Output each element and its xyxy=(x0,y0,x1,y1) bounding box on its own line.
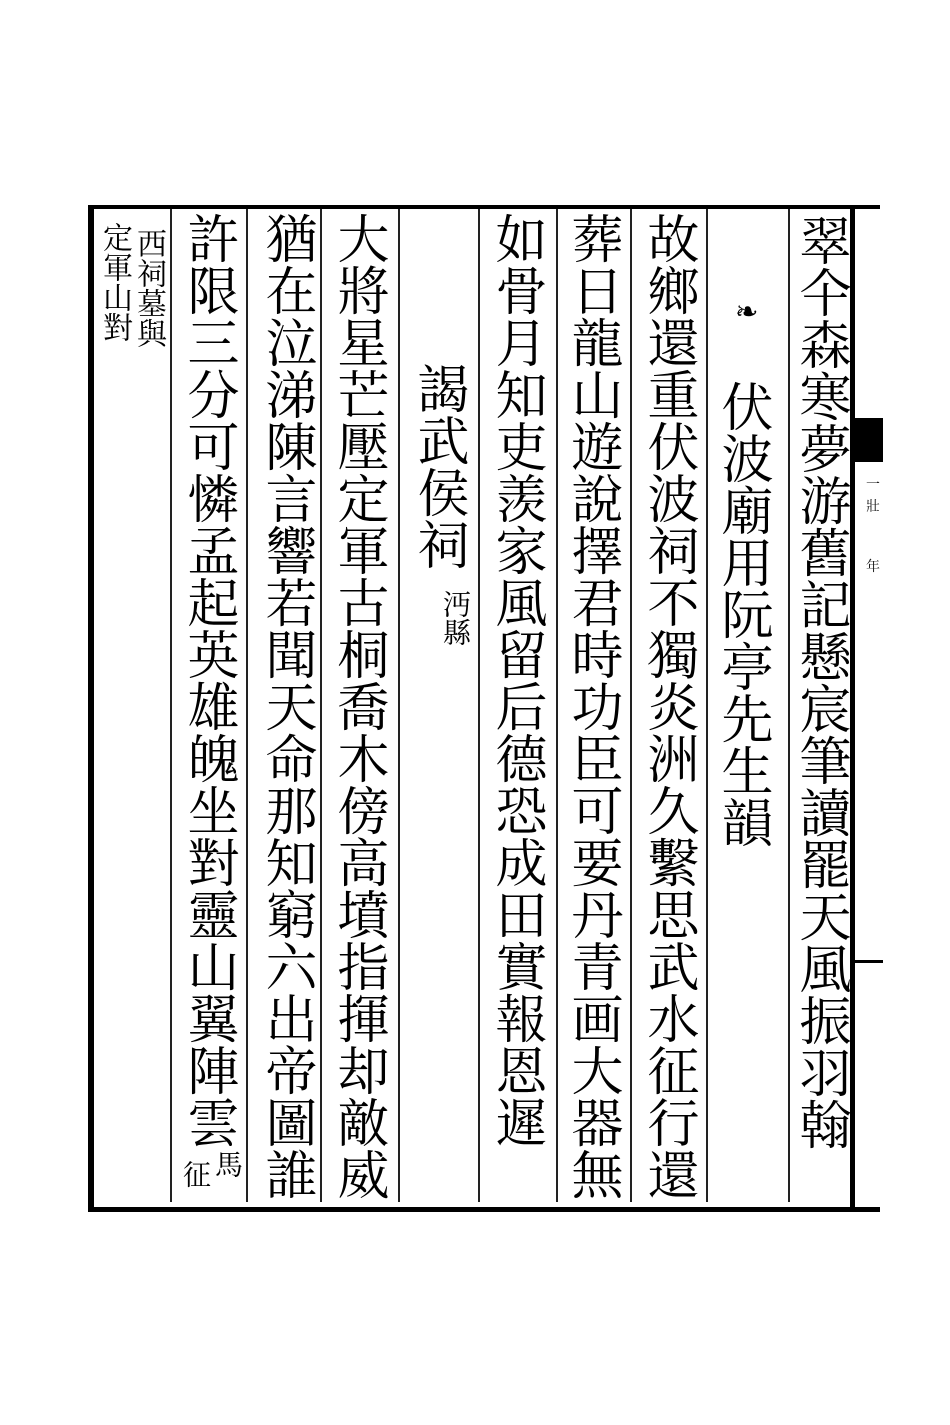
text-column-3: 故鄉還重伏波祠不獨炎洲久繫思武水征行還 xyxy=(638,212,698,1200)
note-column-left: 定軍山對 xyxy=(97,222,132,342)
column-rule xyxy=(246,209,248,1202)
column-rule xyxy=(170,209,172,1202)
poem-title-2: 謁武侯祠 xyxy=(408,362,468,570)
small-note-left: 征 xyxy=(179,1160,212,1188)
note-column-right: 西祠墓與 xyxy=(131,228,166,348)
small-note-right: 馬 xyxy=(211,1150,244,1178)
column-rule xyxy=(556,209,558,1202)
center-mark xyxy=(855,960,883,963)
fish-tail-mark xyxy=(855,418,883,462)
column-rule xyxy=(398,209,400,1202)
text-column-4: 葬日龍山遊說擇君時功臣可要丹青画大器無 xyxy=(562,212,622,1200)
text-column-1: 翠仐森寒夢游舊記懸宸筆讀罷天風振羽翰 xyxy=(790,214,850,1150)
column-rule xyxy=(478,209,480,1202)
text-column-10: 許限三分可憐孟起英雄魄坐對靈山翼陣雲 xyxy=(178,212,238,1148)
text-column-9: 猶在泣涕陳言響若聞天命那知窮六出帝圖誰 xyxy=(256,212,316,1200)
column-rule xyxy=(706,209,708,1202)
place-note: 沔縣 xyxy=(439,590,472,646)
column-rule xyxy=(320,209,322,1202)
margin-glyph: 壯 xyxy=(866,499,880,515)
poem-title: 伏波廟用阮亭先生韻 xyxy=(712,380,772,848)
text-column-5: 如骨月知吏羡家風留后德恐成田實報恩遲 xyxy=(486,212,546,1148)
text-column-8: 大將星芒壓定軍古桐喬木傍高墳指揮却敵威 xyxy=(328,212,388,1200)
column-rule xyxy=(630,209,632,1202)
fore-edge-line xyxy=(850,205,855,1210)
margin-glyph: 年 xyxy=(866,559,880,575)
margin-glyph: 一 xyxy=(866,477,880,493)
ornament-icon: ❧ xyxy=(735,295,759,328)
